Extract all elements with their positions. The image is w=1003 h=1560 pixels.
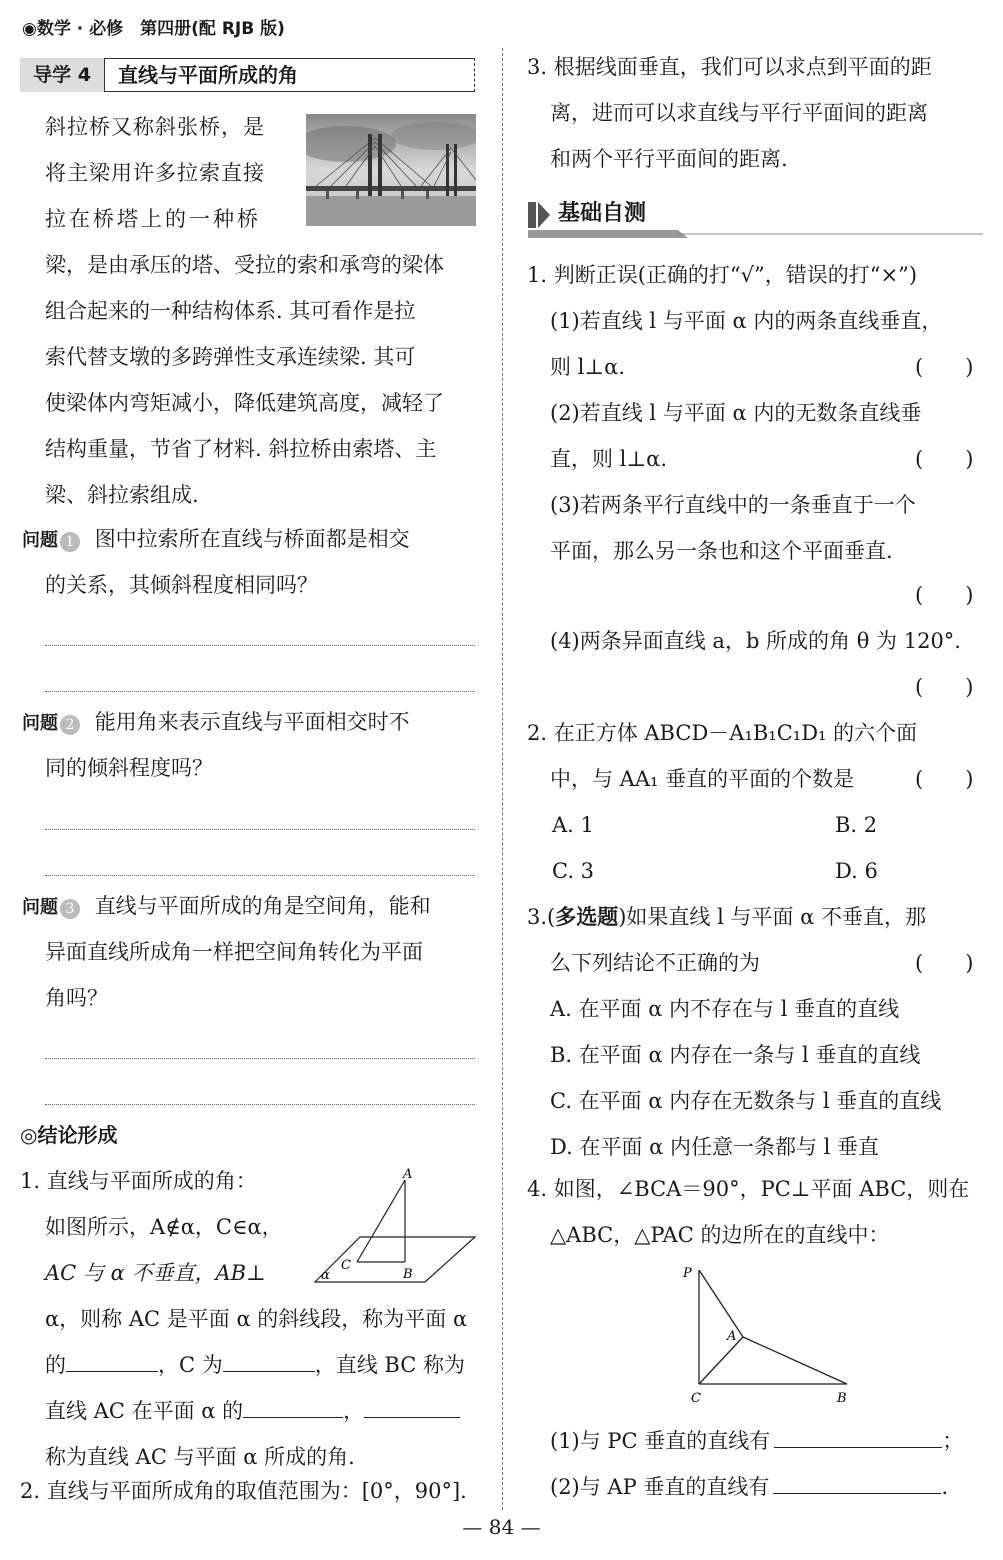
- question-label: 问题: [22, 530, 58, 551]
- fill-blank[interactable]: [223, 1370, 315, 1372]
- q1-s4-line-1: (4)两条异面直线 a，b 所成的角 θ 为 120°.: [550, 629, 961, 653]
- answer-line[interactable]: [45, 691, 475, 692]
- q3-option-d[interactable]: D. 在平面 α 内任意一条都与 l 垂直: [550, 1135, 880, 1159]
- question-3: [22, 883, 431, 931]
- conclusion-1-line-7: 称为直线 AC 与平面 α 所成的角.: [45, 1445, 355, 1469]
- answer-paren[interactable]: ( ): [915, 447, 974, 471]
- answer-line[interactable]: [45, 1058, 475, 1059]
- fill-blank[interactable]: [773, 1492, 941, 1494]
- question-text: 直线与平面所成的角是空间角，能和: [94, 894, 431, 918]
- q4-sub-1: [550, 1418, 963, 1464]
- oblique-line-figure: [305, 1162, 477, 1290]
- right-item-3-line-2: 离，进而可以求直线与平行平面间的距离: [550, 101, 928, 125]
- answer-line[interactable]: [45, 875, 475, 876]
- text: ，C 为: [158, 1353, 223, 1377]
- q3-line-1: [527, 894, 926, 940]
- conclusion-2: 2. 直线与平面所成角的取值范围为：[0°，90°].: [20, 1479, 467, 1503]
- q2-line-2: 中，与 AA₁ 垂直的平面的个数是: [550, 767, 855, 791]
- page-header: ◉数学 · 必修 第四册(配 RJB 版): [22, 19, 285, 39]
- answer-paren[interactable]: ( ): [915, 355, 974, 379]
- question-3-line-2: 异面直线所成角一样把空间角转化为平面: [45, 940, 423, 964]
- question-number: 1: [60, 532, 80, 552]
- text: 3.(: [527, 905, 556, 929]
- question-number: 2: [60, 715, 80, 735]
- q2-option-b[interactable]: B. 2: [835, 813, 878, 837]
- q2-line-1: 2. 在正方体 ABCD－A₁B₁C₁D₁ 的六个面: [527, 721, 918, 745]
- intro-line-6: 索代替支墩的多跨弹性支承连续梁. 其可: [45, 345, 416, 369]
- intro-line-8: 结构重量，节省了材料. 斜拉桥由索塔、主: [45, 437, 437, 461]
- q3-option-a[interactable]: A. 在平面 α 内不存在与 l 垂直的直线: [550, 997, 900, 1021]
- conclusion-1-line-6: [45, 1388, 460, 1434]
- q1-s3-line-1: (3)若两条平行直线中的一条垂直于一个: [550, 493, 916, 517]
- question-1: [22, 516, 410, 564]
- q3-option-b[interactable]: B. 在平面 α 内存在一条与 l 垂直的直线: [550, 1043, 921, 1067]
- question-2: [22, 699, 410, 747]
- right-item-3-line-1: 3. 根据线面垂直，我们可以求点到平面的距: [527, 55, 932, 79]
- conclusion-1-line-3: AC 与 α 不垂直，AB⊥: [45, 1261, 266, 1285]
- answer-line[interactable]: [45, 1104, 475, 1105]
- intro-line-9: 梁、斜拉索组成.: [45, 483, 199, 507]
- q1-s2-line-2: 直，则 l⊥α.: [550, 447, 667, 471]
- fill-blank[interactable]: [774, 1446, 942, 1448]
- q1-s3-line-2: 平面，那么另一条也和这个平面垂直.: [550, 539, 893, 563]
- label-B: B: [837, 1391, 847, 1406]
- answer-line[interactable]: [45, 645, 475, 646]
- answer-line[interactable]: [45, 829, 475, 830]
- q2-option-d[interactable]: D. 6: [835, 859, 878, 883]
- label-alpha: α: [321, 1268, 330, 1283]
- text: 的: [45, 1353, 66, 1377]
- answer-paren[interactable]: ( ): [915, 767, 974, 791]
- q1-stem: 1. 判断正误(正确的打“√”，错误的打“×”): [527, 263, 918, 287]
- q4-line-2: △ABC，△PAC 的边所在的直线中：: [550, 1223, 890, 1247]
- question-text: 能用角来表示直线与平面相交时不: [94, 710, 410, 734]
- text: 直线 AC 在平面 α 的: [45, 1399, 244, 1423]
- intro-line-1: 斜拉桥又称斜张桥，是: [45, 115, 265, 139]
- label-A: A: [403, 1167, 413, 1182]
- conclusion-1-line-5: [45, 1342, 465, 1388]
- text: (1)与 PC 垂直的直线有: [550, 1429, 771, 1453]
- intro-line-3: 拉在桥塔上的一种桥: [45, 207, 261, 231]
- answer-paren[interactable]: ( ): [915, 951, 974, 975]
- text: ，: [343, 1399, 365, 1423]
- q1-s1-line-2: 则 l⊥α.: [550, 355, 625, 379]
- text: ；: [942, 1429, 964, 1453]
- q4-line-1: 4. 如图，∠BCA＝90°，PC⊥平面 ABC，则在: [527, 1177, 970, 1201]
- intro-line-5: 组合起来的一种结构体系. 其可看作是拉: [45, 299, 416, 323]
- label-C: C: [341, 1258, 351, 1273]
- label-P: P: [683, 1266, 692, 1281]
- q3-line-2: 么下列结论不正确的为: [550, 951, 760, 975]
- conclusion-1-line-1: 1. 直线与平面所成的角：: [20, 1169, 257, 1193]
- conclusion-1-line-2: 如图所示，A∉α，C∈α，: [45, 1215, 283, 1239]
- intro-line-7: 使梁体内弯矩减小，降低建筑高度，减轻了: [45, 391, 444, 415]
- right-item-3-line-3: 和两个平行平面间的距离.: [550, 147, 788, 171]
- tetrahedron-figure: [675, 1262, 865, 1412]
- q1-s1-line-1: (1)若直线 l 与平面 α 内的两条直线垂直，: [550, 309, 943, 333]
- intro-line-4: 梁，是由承压的塔、受拉的索和承弯的梁体: [45, 253, 444, 277]
- intro-line-2: 将主梁用许多拉索直接: [45, 161, 265, 185]
- column-divider: [502, 48, 503, 1510]
- answer-paren[interactable]: ( ): [915, 583, 974, 607]
- fill-blank[interactable]: [243, 1416, 343, 1418]
- q2-option-a[interactable]: A. 1: [552, 813, 594, 837]
- question-1-line-2: 的关系，其倾斜程度相同吗？: [45, 573, 318, 597]
- question-number: 3: [60, 899, 80, 919]
- section-tag: 导学 4: [20, 58, 105, 92]
- label-C: C: [691, 1391, 701, 1406]
- text: .: [941, 1475, 949, 1499]
- question-3-line-3: 角吗？: [45, 986, 108, 1010]
- q3-option-c[interactable]: C. 在平面 α 内存在无数条与 l 垂直的直线: [550, 1089, 942, 1113]
- self-test-title: 基础自测: [558, 201, 647, 226]
- bridge-photo: [306, 114, 476, 226]
- text: )如果直线 l 与平面 α 不垂直，那: [618, 905, 927, 929]
- question-label: 问题: [22, 713, 58, 734]
- section-title: 直线与平面所成的角: [118, 63, 298, 87]
- fill-blank[interactable]: [66, 1370, 158, 1372]
- q2-option-c[interactable]: C. 3: [552, 859, 595, 883]
- conclusion-title: ◎结论形成: [20, 1123, 118, 1147]
- label-B: B: [403, 1267, 413, 1282]
- question-2-line-2: 同的倾斜程度吗？: [45, 756, 213, 780]
- fill-blank[interactable]: [364, 1416, 460, 1418]
- q4-sub-2: [550, 1464, 948, 1510]
- question-label: 问题: [22, 897, 58, 918]
- question-text: 图中拉索所在直线与桥面都是相交: [94, 527, 410, 551]
- label-A: A: [727, 1329, 737, 1344]
- page-number: — 84 —: [462, 1515, 541, 1539]
- q1-s2-line-1: (2)若直线 l 与平面 α 内的无数条直线垂: [550, 401, 922, 425]
- answer-paren[interactable]: ( ): [915, 675, 974, 699]
- text: ，直线 BC 称为: [314, 1353, 465, 1377]
- text: (2)与 AP 垂直的直线有: [550, 1475, 770, 1499]
- conclusion-1-line-4: α，则称 AC 是平面 α 的斜线段，称为平面 α: [45, 1307, 468, 1331]
- multi-choice-tag: 多选题: [555, 905, 619, 929]
